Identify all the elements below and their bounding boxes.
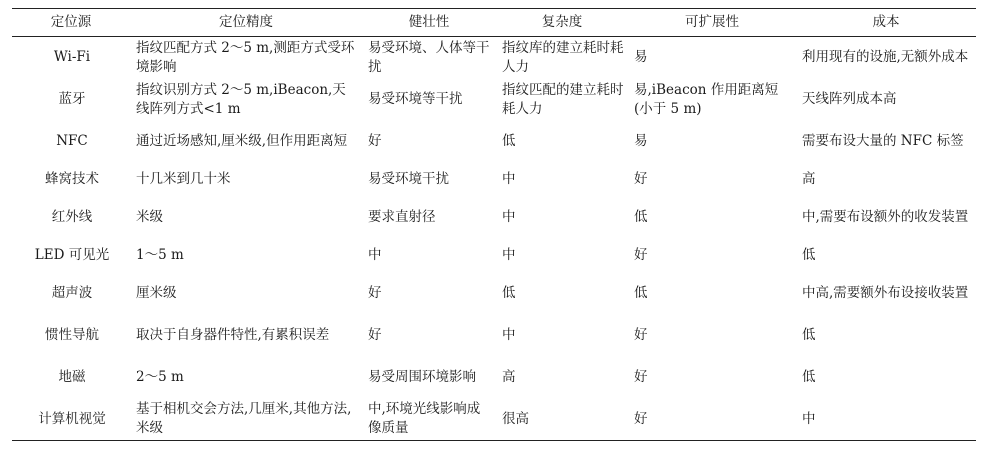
header-complexity: 复杂度 — [496, 9, 628, 37]
table-row — [12, 273, 976, 315]
cell-accuracy: 指纹识别方式 2～5 m,iBeacon,天线阵列方式<1 m — [136, 81, 346, 117]
cell-scalability: 低 — [634, 209, 648, 225]
cell-cost: 天线阵列成本高 — [802, 91, 897, 107]
cell-source: 蓝牙 — [58, 91, 86, 107]
cell-robustness: 要求直射径 — [368, 209, 436, 225]
positioning-comparison-table-container — [12, 8, 976, 441]
cell-source: NFC — [56, 133, 88, 149]
cell-scalability: 好 — [634, 369, 648, 385]
cell-complexity: 高 — [502, 369, 516, 385]
cell-accuracy: 米级 — [136, 209, 163, 225]
table-row — [12, 315, 976, 357]
cell-complexity: 很高 — [496, 399, 628, 441]
header-accuracy: 定位精度 — [130, 9, 362, 37]
cell-complexity: 中 — [502, 247, 516, 263]
cell-complexity: 低 — [502, 285, 516, 301]
cell-robustness: 中,环境光线影响成像质量 — [362, 399, 496, 441]
cell-accuracy: 指纹匹配方式 2～5 m,测距方式受环境影响 — [136, 39, 355, 75]
cell-source: 红外线 — [51, 209, 93, 225]
cell-robustness: 好 — [368, 327, 382, 343]
cell-accuracy: 1～5 m — [136, 247, 184, 263]
cell-cost: 利用现有的设施,无额外成本 — [802, 49, 969, 66]
header-source: 定位源 — [12, 9, 130, 37]
cell-scalability: 好 — [628, 399, 796, 441]
cell-scalability: 易 — [634, 49, 648, 66]
table-row — [12, 121, 976, 163]
cell-robustness: 易受环境、人体等干扰 — [368, 39, 490, 75]
cell-source: 蜂窝技术 — [45, 171, 99, 187]
cell-scalability: 易 — [634, 133, 648, 149]
cell-scalability: 好 — [634, 327, 648, 343]
cell-complexity: 指纹匹配的建立耗时耗人力 — [502, 81, 624, 117]
cell-complexity: 指纹库的建立耗时耗人力 — [502, 39, 624, 75]
cell-robustness: 易受环境干扰 — [368, 171, 449, 187]
cell-cost: 需要布设大量的 NFC 标签 — [802, 133, 964, 149]
table-row — [12, 197, 976, 239]
cell-accuracy: 通过近场感知,厘米级,但作用距离短 — [136, 133, 348, 149]
positioning-comparison-table — [12, 8, 976, 441]
cell-source: LED 可见光 — [34, 247, 110, 263]
header-scalability: 可扩展性 — [628, 9, 796, 37]
cell-robustness: 易受周围环境影响 — [368, 369, 476, 385]
cell-source: 地磁 — [58, 369, 86, 385]
table-row — [12, 399, 976, 441]
cell-source: 计算机视觉 — [12, 399, 130, 441]
table-row — [12, 357, 976, 399]
cell-complexity: 中 — [502, 327, 516, 343]
cell-source: Wi-Fi — [53, 49, 91, 66]
cell-cost: 低 — [802, 247, 816, 263]
table-header-row — [12, 9, 976, 37]
cell-complexity: 中 — [502, 171, 516, 187]
cell-robustness: 中 — [368, 247, 382, 263]
cell-complexity: 中 — [502, 209, 516, 225]
cell-cost: 高 — [802, 171, 816, 187]
cell-cost: 低 — [802, 327, 816, 343]
cell-cost: 中,需要布设额外的收发装置 — [802, 209, 969, 225]
cell-accuracy: 基于相机交会方法,几厘米,其他方法,米级 — [130, 399, 362, 441]
table-row — [12, 239, 976, 273]
cell-scalability: 好 — [634, 171, 648, 187]
cell-cost: 低 — [802, 369, 816, 385]
cell-scalability: 好 — [634, 247, 648, 263]
cell-cost: 中 — [796, 399, 976, 441]
cell-accuracy: 十几米到几十米 — [136, 171, 231, 187]
table-row — [12, 163, 976, 197]
cell-scalability: 易,iBeacon 作用距离短(小于 5 m) — [634, 81, 779, 117]
cell-robustness: 好 — [368, 285, 382, 301]
cell-source: 超声波 — [51, 285, 93, 301]
cell-robustness: 易受环境等干扰 — [368, 91, 463, 107]
cell-accuracy: 取决于自身器件特性,有累积误差 — [136, 327, 330, 343]
cell-accuracy: 厘米级 — [136, 285, 177, 301]
table-row — [12, 37, 976, 79]
cell-accuracy: 2～5 m — [136, 369, 184, 385]
table-row — [12, 79, 976, 121]
cell-source: 惯性导航 — [45, 327, 99, 343]
cell-complexity: 低 — [502, 133, 516, 149]
cell-cost: 中高,需要额外布设接收装置 — [802, 285, 969, 301]
cell-robustness: 好 — [368, 133, 382, 149]
header-robustness: 健壮性 — [362, 9, 496, 37]
cell-scalability: 低 — [634, 285, 648, 301]
header-cost: 成本 — [796, 9, 976, 37]
